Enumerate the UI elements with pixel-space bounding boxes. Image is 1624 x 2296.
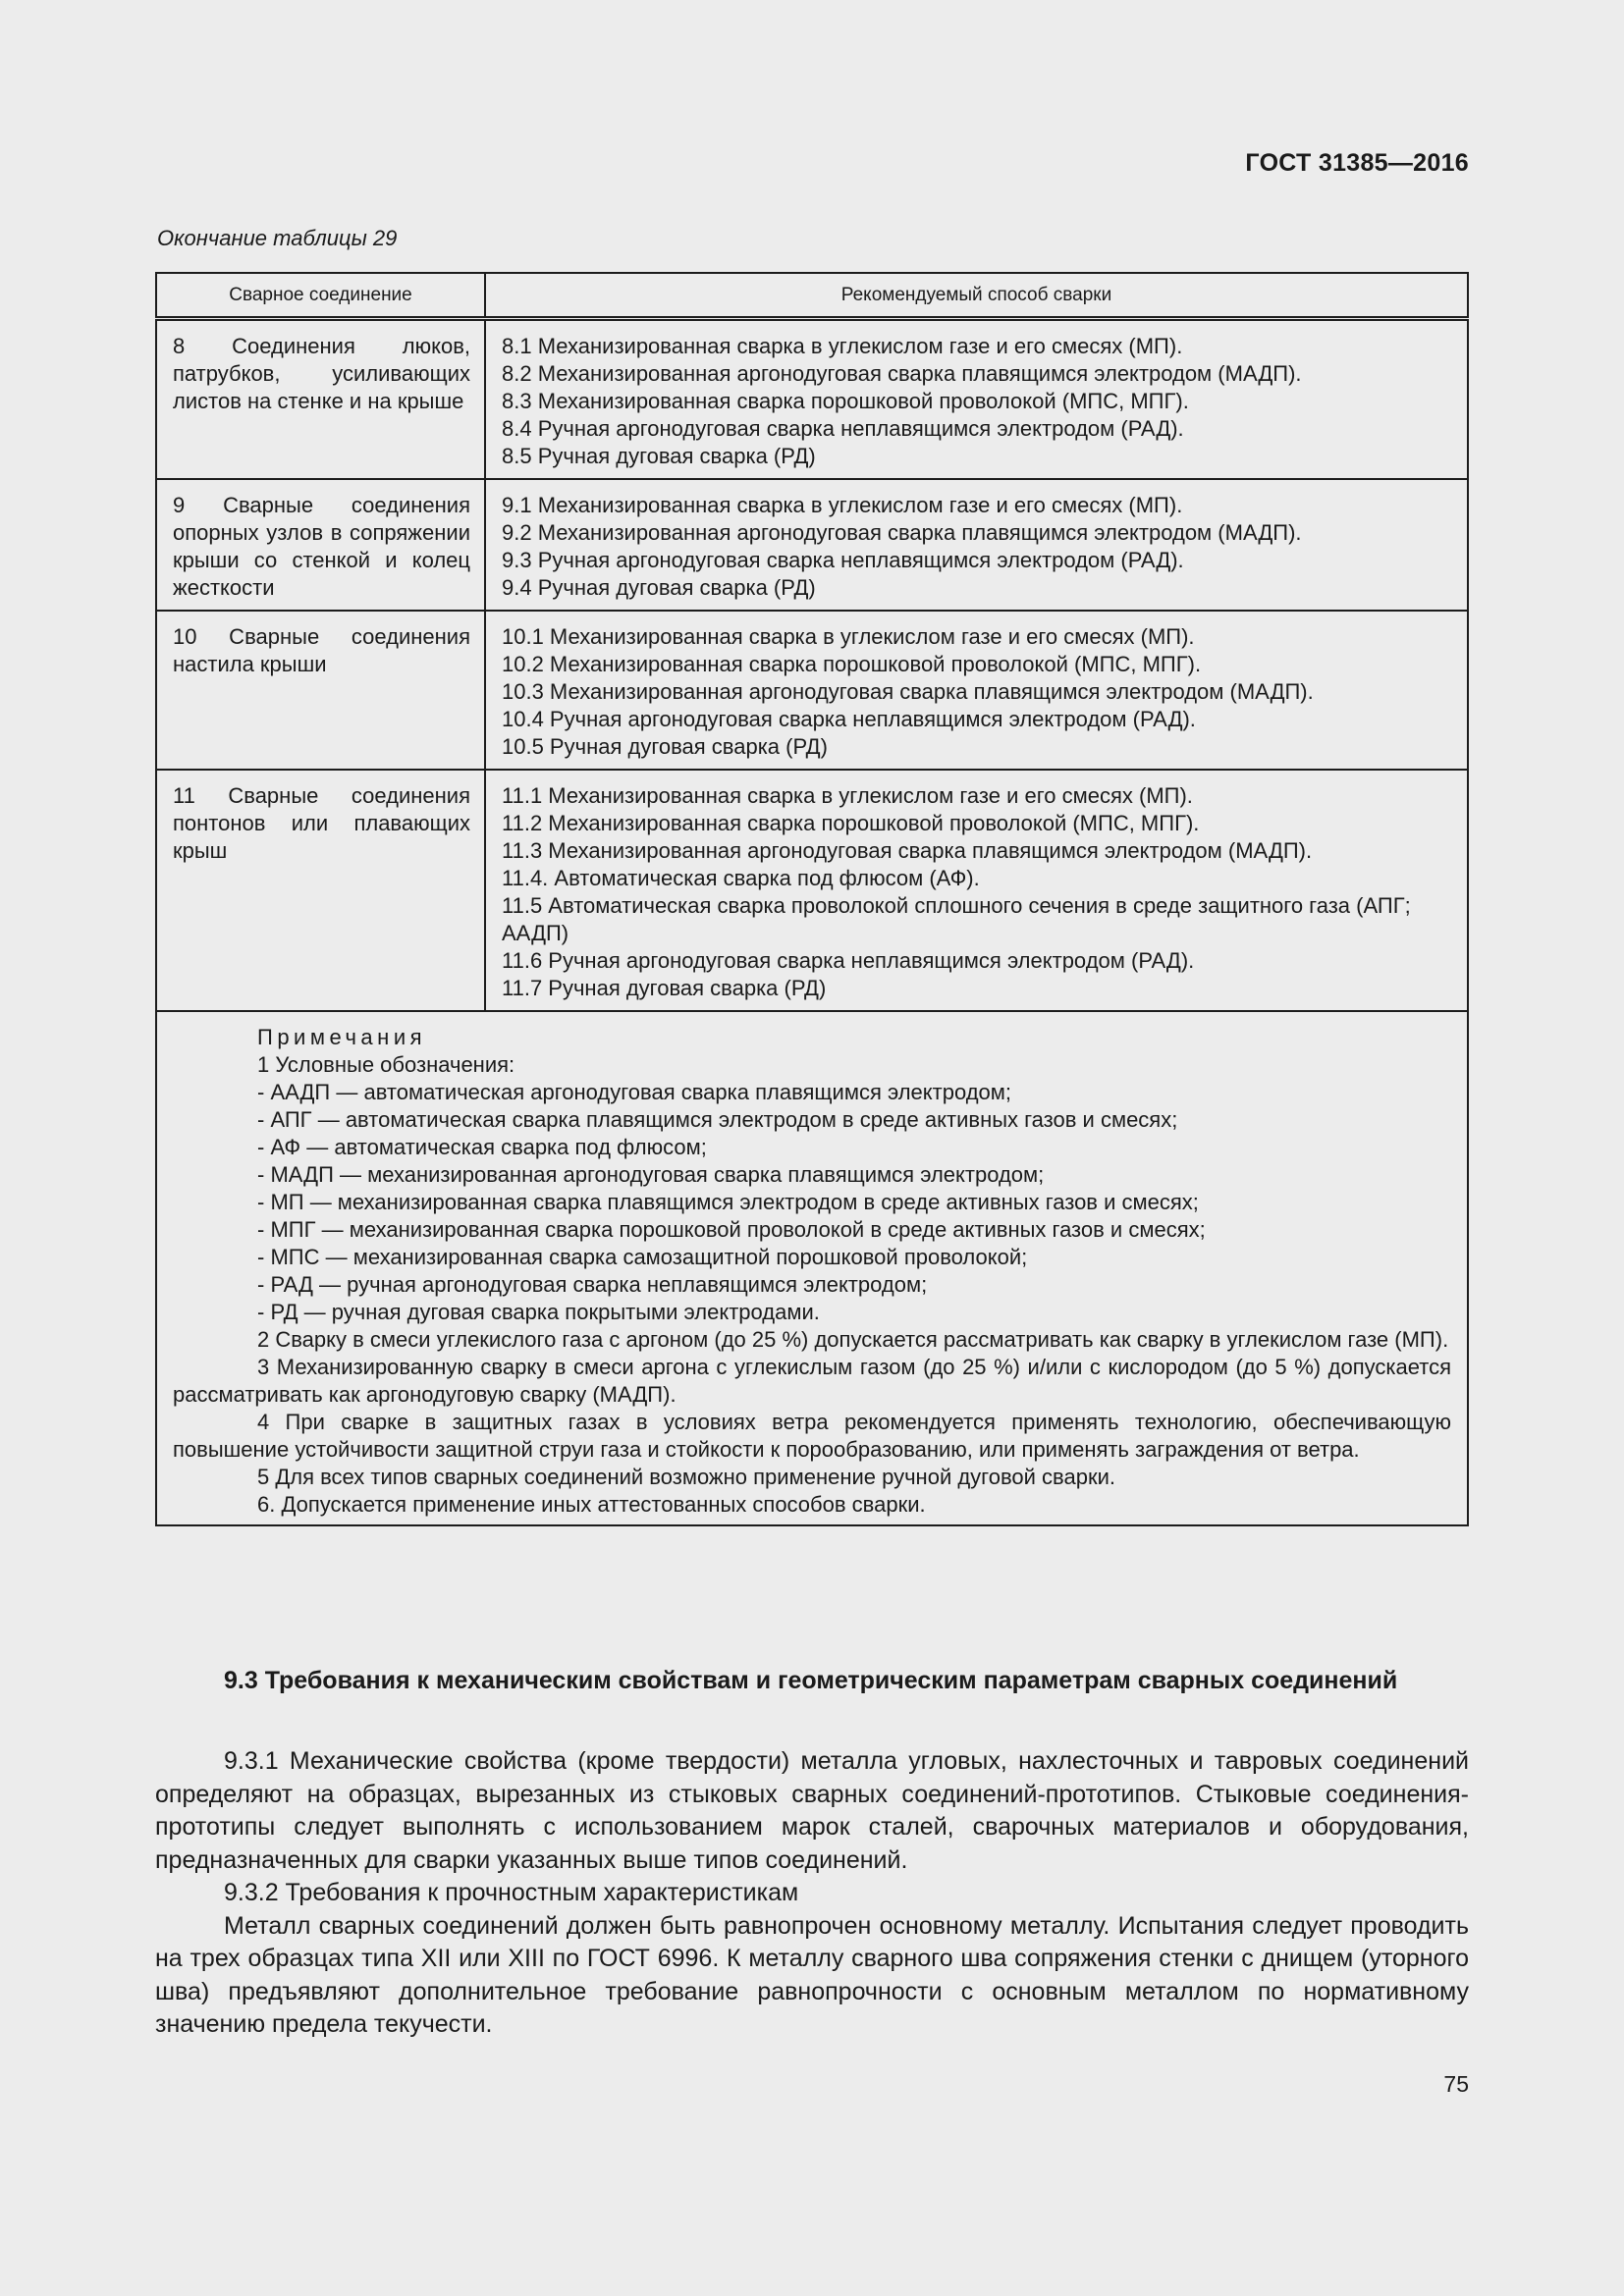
abbreviation-item: - МАДП — механизированная аргонодуговая сварка плавящимся электродом; xyxy=(257,1162,1045,1187)
method-item: 10.3 Механизированная аргонодуговая сварка плавящимся электродом (МАДП). xyxy=(502,679,1314,704)
methods-cell xyxy=(485,319,1468,480)
table-caption: Окончание таблицы 29 xyxy=(157,226,398,250)
page-number: 75 xyxy=(1443,2071,1469,2097)
method-item: 9.4 Ручная дуговая сварка (РД) xyxy=(502,575,816,600)
method-item: 8.1 Механизированная сварка в углекислом газе и его смесях (МП). xyxy=(502,334,1183,358)
abbreviation-item: - АФ — автоматическая сварка под флюсом; xyxy=(257,1135,707,1159)
method-item: 11.1 Механизированная сварка в углекислом газе и его смесях (МП). xyxy=(502,783,1193,808)
methods-cell xyxy=(485,479,1468,611)
method-item: 10.1 Механизированная сварка в углекислом газе и его смесях (МП). xyxy=(502,624,1195,649)
document-standard-header: ГОСТ 31385—2016 xyxy=(1245,149,1469,177)
method-item: 11.3 Механизированная аргонодуговая сварка плавящимся электродом (МАДП). xyxy=(502,838,1313,863)
notes-title: Примечания xyxy=(257,1025,427,1049)
abbreviation-item: - РАД — ручная аргонодуговая сварка неплавящимся электродом; xyxy=(257,1272,928,1297)
abbreviation-item: - МПС — механизированная сварка самозащитной порошковой проволокой; xyxy=(257,1245,1028,1269)
methods-cell xyxy=(485,611,1468,770)
method-item: 10.2 Механизированная сварка порошковой проволокой (МПС, МПГ). xyxy=(502,652,1202,676)
method-item: 9.3 Ручная аргонодуговая сварка неплавящимся электродом (РАД). xyxy=(502,548,1184,572)
welding-methods-table xyxy=(155,272,1469,1526)
note-item: 5 Для всех типов сварных соединений возможно применение ручной дуговой сварки. xyxy=(257,1465,1115,1489)
method-item: 11.7 Ручная дуговая сварка (РД) xyxy=(502,976,827,1000)
method-item: 9.1 Механизированная сварка в углекислом газе и его смесях (МП). xyxy=(502,493,1183,517)
body-paragraph: 9.3.1 Механические свойства (кроме твердости) металла угловых, нахлесточных и тавровых соединений определяют на образцах, вырезанных из стыковых сварных соединений-прототипов. Стыковые соединения-прототипы следует выполнять с использованием марок сталей, сварочных материалов и оборудования, предназначенных для сварки указанных выше типов соединений. xyxy=(155,1747,1469,1874)
note-item: 3 Механизированную сварку в смеси аргона с углекислым газом (до 25 %) и/или с кислородом (до 5 %) допускается рассматривать как аргонодуговую сварку (МАДП). xyxy=(173,1355,1451,1407)
method-item: 8.4 Ручная аргонодуговая сварка неплавящимся электродом (РАД). xyxy=(502,416,1184,441)
methods-cell xyxy=(485,770,1468,1011)
table-header-row xyxy=(156,273,1468,319)
table-row xyxy=(156,479,1468,611)
method-item: 11.6 Ручная аргонодуговая сварка неплавящимся электродом (РАД). xyxy=(502,948,1195,973)
note-item: 4 При сварке в защитных газах в условиях ветра рекомендуется применять технологию, обеспечивающую повышение устойчивости защитной струи газа и стойкости к порообразованию, или применять заграждения от ветра. xyxy=(173,1410,1451,1462)
section-heading: 9.3 Требования к механическим свойствам и геометрическим параметрам сварных соединений xyxy=(224,1667,1398,1694)
notes-row xyxy=(156,1011,1468,1525)
note-item: 6. Допускается применение иных аттестованных способов сварки. xyxy=(257,1492,926,1517)
table-row xyxy=(156,770,1468,1011)
joint-cell: 8 Соединения люков, патрубков, усиливающих листов на стенке и на крыше xyxy=(156,319,485,480)
column-header-method: Рекомендуемый способ сварки xyxy=(485,273,1468,319)
abbreviation-item: - ААДП — автоматическая аргонодуговая сварка плавящимся электродом; xyxy=(257,1080,1012,1104)
table-row xyxy=(156,319,1468,480)
notes-cell xyxy=(156,1011,1468,1525)
method-item: 10.4 Ручная аргонодуговая сварка неплавящимся электродом (РАД). xyxy=(502,707,1196,731)
note-item: 2 Сварку в смеси углекислого газа с аргоном (до 25 %) допускается рассматривать как сварку в углекислом газе (МП). xyxy=(257,1327,1449,1352)
body-paragraph: Металл сварных соединений должен быть равнопрочен основному металлу. Испытания следует проводить на трех образцах типа XII или XIII по ГОСТ 6996. К металлу сварного шва сопряжения стенки с днищем (уторного шва) предъявляют дополнительное требование равнопрочности с основным металлом по нормативному значению предела текучести. xyxy=(155,1911,1469,2038)
section-body xyxy=(155,1745,1469,2042)
notes-legend-title: 1 Условные обозначения: xyxy=(257,1052,515,1077)
method-item: 11.4. Автоматическая сварка под флюсом (АФ). xyxy=(502,866,980,890)
joint-cell: 11 Сварные соединения понтонов или плавающих крыш xyxy=(156,770,485,1011)
abbreviation-item: - АПГ — автоматическая сварка плавящимся электродом в среде активных газов и смесях; xyxy=(257,1107,1178,1132)
abbreviation-item: - МПГ — механизированная сварка порошковой проволокой в среде активных газов и смесях; xyxy=(257,1217,1206,1242)
method-item: 8.5 Ручная дуговая сварка (РД) xyxy=(502,444,816,468)
method-item: 8.2 Механизированная аргонодуговая сварка плавящимся электродом (МАДП). xyxy=(502,361,1302,386)
abbreviation-item: - РД — ручная дуговая сварка покрытыми электродами. xyxy=(257,1300,820,1324)
abbreviation-item: - МП — механизированная сварка плавящимся электродом в среде активных газов и смесях; xyxy=(257,1190,1199,1214)
body-paragraph: 9.3.2 Требования к прочностным характеристикам xyxy=(224,1879,799,1906)
method-item: 11.2 Механизированная сварка порошковой проволокой (МПС, МПГ). xyxy=(502,811,1200,835)
joint-cell: 9 Сварные соединения опорных узлов в сопряжении крыши со стенкой и колец жесткости xyxy=(156,479,485,611)
method-item: 11.5 Автоматическая сварка проволокой сплошного сечения в среде защитного газа (АПГ; ААДП) xyxy=(502,893,1411,945)
table-row xyxy=(156,611,1468,770)
joint-cell: 10 Сварные соединения настила крыши xyxy=(156,611,485,770)
column-header-joint: Сварное соединение xyxy=(156,273,485,319)
method-item: 9.2 Механизированная аргонодуговая сварка плавящимся электродом (МАДП). xyxy=(502,520,1302,545)
method-item: 10.5 Ручная дуговая сварка (РД) xyxy=(502,734,828,759)
method-item: 8.3 Механизированная сварка порошковой проволокой (МПС, МПГ). xyxy=(502,389,1189,413)
